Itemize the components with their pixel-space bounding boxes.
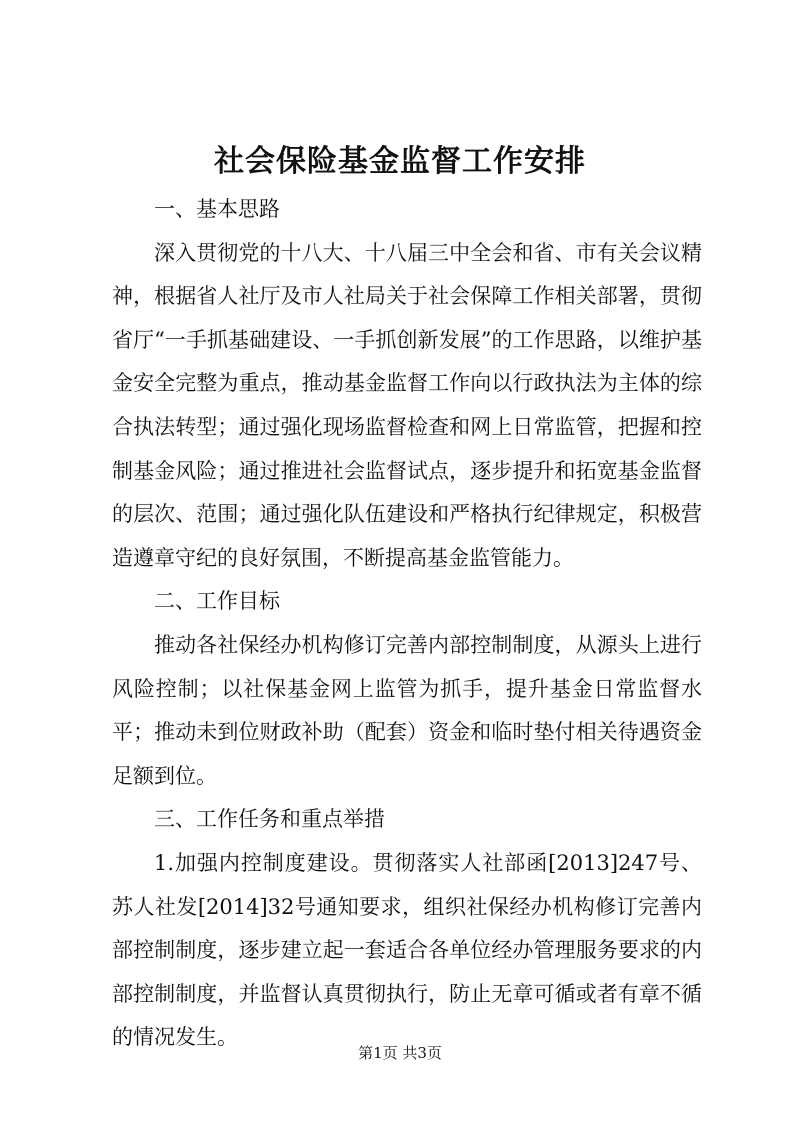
paragraph-basic-approach: 深入贯彻党的十八大、十八届三中全会和省、市有关会议精神，根据省人社厅及市人社局关于社会保障工作相关部署，贯彻省厅“一手抓基础建设、一手抓创新发展”的工作思路，以维护基金安全完整为重点，推动基金监督工作向以行政执法为主体的综合执法转型；通过强化现场监督检查和网上日常监管，把握和控制基金风险；通过推进社会监督试点，逐步提升和拓宽基金监督的层次、范围；通过强化队伍建设和严格执行纪律规定，积极营造遵章守纪的良好氛围，不断提高基金监管能力。 (112, 240, 702, 570)
page-footer: 第1页 共3页 (358, 1044, 442, 1062)
paragraph-internal-control: 1.加强内控制度建设。贯彻落实人社部函[2013]247号、苏人社发[2014]32号通知要求，组织社保经办机构修订完善内部控制制度，逐步建立起一套适合各单位经办管理服务要求的内部控制制度，并监督认真贯彻执行，防止无章可循或者有章不循的情况发生。 (112, 850, 702, 1050)
heading-work-tasks: 三、工作任务和重点举措 (154, 807, 385, 832)
heading-basic-approach: 一、基本思路 (154, 197, 280, 221)
document-title: 社会保险基金监督工作安排 (214, 144, 586, 179)
paragraph-work-goals: 推动各社保经办机构修订完善内部控制制度，从源头上进行风险控制；以社保基金网上监管为抓手，提升基金日常监督水平；推动未到位财政补助（配套）资金和临时垫付相关待遇资金足额到位。 (112, 632, 702, 788)
document-body (112, 188, 702, 1060)
heading-work-goals: 二、工作目标 (154, 589, 280, 614)
